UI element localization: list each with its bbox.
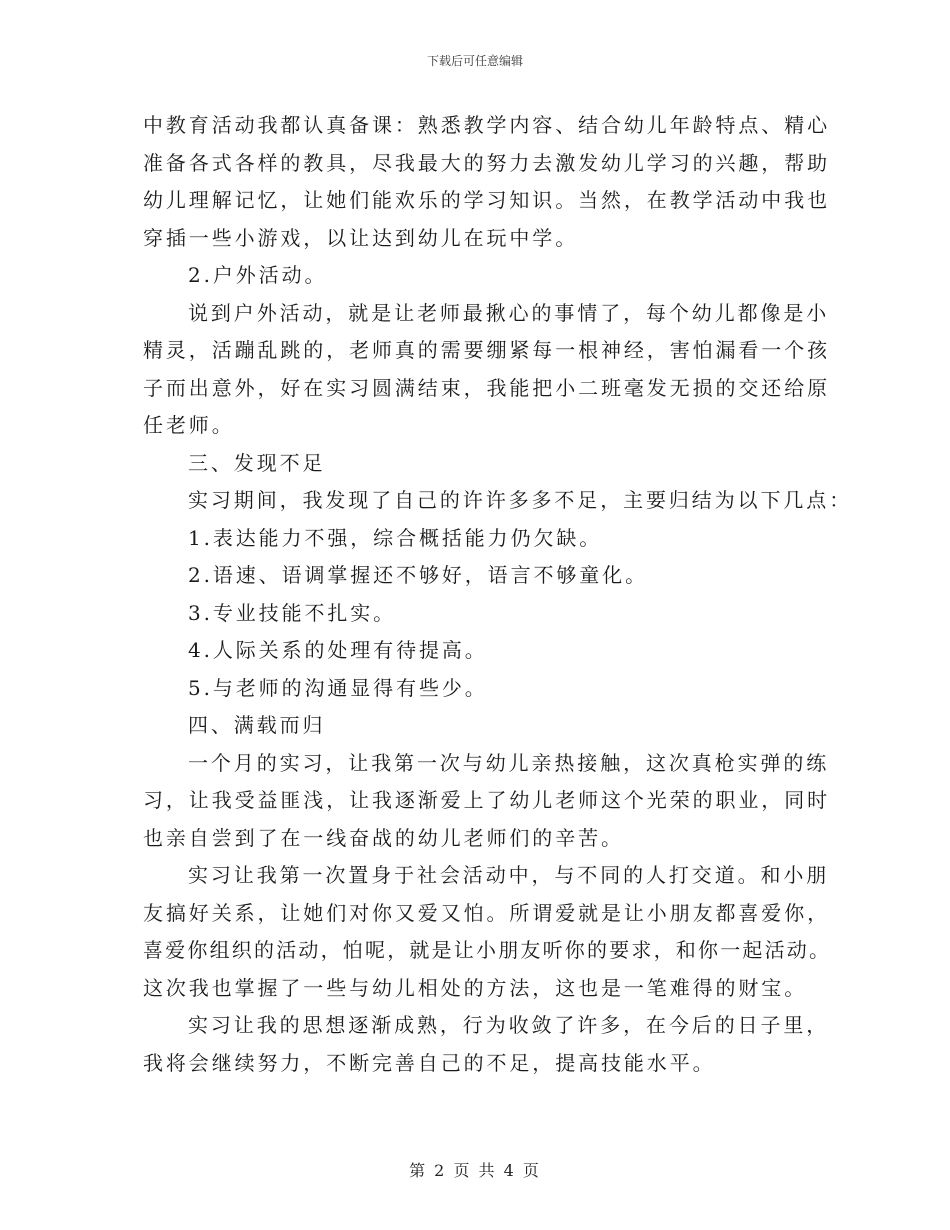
body-line: 穿插一些小游戏，以让达到幼儿在玩中学。 xyxy=(143,225,579,250)
body-line: 一个月的实习，让我第一次与幼儿亲热接触，这次真枪实弹的练 xyxy=(188,750,830,775)
section-heading: 四、满载而归 xyxy=(188,713,326,737)
body-line: 友搞好关系，让她们对你又爱又怕。所谓爱就是让小朋友都喜爱你， xyxy=(143,900,830,925)
list-item: 3.专业技能不扎实。 xyxy=(188,600,397,625)
body-line: 精灵，活蹦乱跳的，老师真的需要绷紧每一根神经，害怕漏看一个孩 xyxy=(143,338,830,362)
page-number: 第 2 页 共 4 页 xyxy=(409,1161,541,1180)
body-line: 这次我也掌握了一些与幼儿相处的方法，这也是一笔难得的财宝。 xyxy=(143,975,808,1000)
body-line: 实习让我的思想逐渐成熟，行为收敛了许多，在今后的日子里， xyxy=(188,1013,830,1037)
body-line: 习，让我受益匪浅，让我逐渐爱上了幼儿老师这个光荣的职业，同时 xyxy=(143,788,830,812)
list-item: 5.与老师的沟通显得有些少。 xyxy=(188,675,488,700)
body-line: 准备各式各样的教具，尽我最大的努力去激发幼儿学习的兴趣，帮助 xyxy=(143,150,830,175)
body-line: 子而出意外，好在实习圆满结束，我能把小二班毫发无损的交还给原 xyxy=(143,375,830,400)
body-line: 实习让我第一次置身于社会活动中，与不同的人打交道。和小朋 xyxy=(188,863,830,887)
list-item: 2.语速、语调掌握还不够好，语言不够童化。 xyxy=(188,563,648,587)
body-line: 我将会继续努力，不断完善自己的不足，提高技能水平。 xyxy=(143,1050,716,1075)
body-line: 也亲自尝到了在一线奋战的幼儿老师们的辛苦。 xyxy=(143,825,624,850)
list-item: 1.表达能力不强，综合概括能力仍欠缺。 xyxy=(188,525,603,550)
header-note: 下载后可任意编辑 xyxy=(426,54,523,68)
section-heading: 三、发现不足 xyxy=(188,450,326,475)
list-item: 4.人际关系的处理有待提高。 xyxy=(188,638,488,662)
document-body xyxy=(143,107,853,1082)
body-line: 实习期间，我发现了自己的许许多多不足，主要归结为以下几点： xyxy=(188,488,853,512)
body-line: 喜爱你组织的活动，怕呢，就是让小朋友听你的要求，和你一起活动。 xyxy=(143,938,832,962)
body-line: 说到户外活动，就是让老师最揪心的事情了，每个幼儿都像是小 xyxy=(188,300,830,325)
body-line: 幼儿理解记忆，让她们能欢乐的学习知识。当然，在教学活动中我也 xyxy=(143,188,830,212)
section-item-heading: 2.户外活动。 xyxy=(188,263,328,287)
body-line: 中教育活动我都认真备课：熟悉教学内容、结合幼儿年龄特点、精心 xyxy=(143,113,830,137)
body-line: 任老师。 xyxy=(143,413,235,437)
